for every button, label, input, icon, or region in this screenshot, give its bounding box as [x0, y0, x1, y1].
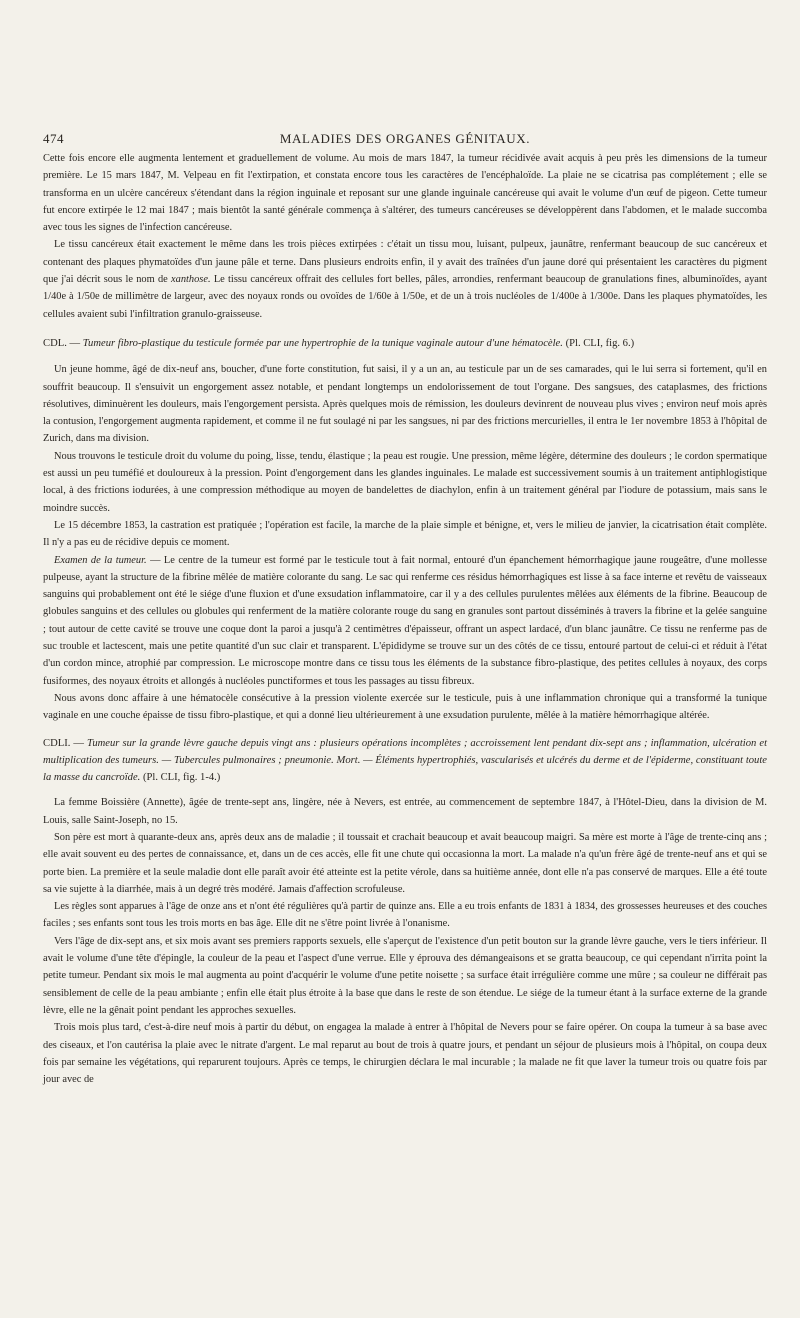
case-number: CDLI. — [43, 737, 84, 749]
running-title: MALADIES DES ORGANES GÉNITAUX. [279, 131, 531, 146]
paragraph-text: Le tissu cancéreux était exactement le même dans les trois pièces extirpées : c'était un tissu mou, luisant, pulpeux, jaunâtre, renfermant beaucoup de suc cancéreux et contenant des plaques phymatoïdes d'un jaune pâle et terne. Dans plusieurs endroits enfin, il y avait des traînées d'un jaune doré qui présentaient les caractères du pigment que j'ai décrit sous le nom de [43, 239, 767, 286]
paragraph-text: — Le centre de la tumeur est formé par le testicule tout à fait normal, entouré d'un épanchement hémorrhagique jaune rougeâtre, d'une mollesse pulpeuse, ayant la structure de la fibrine mêlée de matière colorante du sang. Le sac qui renferme ces résidus hémorrhagiques est lisse à sa face interne et revêtu de vaisseaux sanguins qui probablement ont été le siége d'une fluxion et d'une exsudation inflammatoire, car il y a des cellules purulentes mêlées aux éléments de la fibrine. Beaucoup de globules sanguins et des cellules ou globules qui renferment de la matière colorante rouge du sang en granules sont partout disséminés à travers la fibrine et la gelée sanguine ; tout autour de cette cavité se trouve une coque dont la paroi a jusqu'à 2 centimètres d'épaisseur, offrant un aspect lardacé, d'un blanc jaunâtre. Ce tissu ne renferme pas de suc trouble et lactescent, mais une petite quantité d'un suc clair et transparent. L'épididyme se trouve sur un des côtés de ce tissu, entouré partout de celui-ci et réduit à l'état d'un cordon mince, atrophié par compression. Le microscope montre dans ce tissu tous les éléments de la substance fibro-plastique, des petites cellules à noyaux, des corps fusiformes, des noyaux étroits et allongés à nucléoles punctiformes et tous les passages au tissu fibreux. [43, 554, 768, 687]
paragraph: Vers l'âge de dix-sept ans, et six mois avant ses premiers rapports sexuels, elle s'aperçut de l'existence d'un petit bouton sur la grande lèvre gauche, vers le tiers inférieur. Il avait le volume d'une tête d'épingle, la couleur de la peau et l'aspect d'une verrue. Elle y éprouva des démangeaisons et se gratta beaucoup, ce qui cependant n'irrita point la petite tumeur. Pendant six mois le mal augmenta au point d'acquérir le volume d'une petite noisette ; sa surface était irrégulière comme une mûre ; sa couleur ne différait pas sensiblement de celle de la peau ambiante ; enfin elle était plus étroite à la base que dans le reste de son étendue. Le siége de la tumeur étant à la surface externe de la grande lèvre, elle ne la gênait point pendant les approches sexuelles. [43, 935, 767, 1016]
paragraph [43, 236, 767, 322]
paragraph [43, 552, 767, 690]
paragraph: Son père est mort à quarante-deux ans, après deux ans de maladie ; il toussait et crachait beaucoup et avait beaucoup maigri. Sa mère est morte à l'âge de trente-cinq ans ; elle avait souvent eu des pertes de connaissance, et, dans un de ces accès, elle fit une chute qui occasionna la mort. La malade n'a qu'un frère âgé de trente-neuf ans et qui se porte bien. La première et la seule maladie dont elle paraît avoir été atteinte est la petite vérole, dans sa huitième année, dont elle n'a pas conservé de marques. Elle a été toute sa vie sujette à la diarrhée, mais à un degré très modéré. Jamais d'affection scrofuleuse. [43, 831, 767, 895]
paragraph: Nous trouvons le testicule droit du volume du poing, lisse, tendu, élastique ; la peau est rougie. Une pression, même légère, détermine des douleurs ; le cordon spermatique est aussi un peu tuméfié et douloureux à la pression. Point d'engorgement dans les glandes inguinales. Le malade est successivement soumis à un traitement antiphlogistique local, à des frictions iodurées, à une compression méthodique au moyen de bandelettes de diachylon, enfin à un traitement général par l'iodure de potassium, mais sans le moindre succès. [43, 450, 767, 514]
paragraph: Trois mois plus tard, c'est-à-dire neuf mois à partir du début, on engagea la malade à entrer à l'hôpital de Nevers pour se faire opérer. On coupa la tumeur à sa base avec des ciseaux, et l'on cautérisa la plaie avec le nitrate d'argent. Le mal reparut au bout de trois à quatre jours, et pendant un séjour de plusieurs mois à l'hôpital, on coupa deux fois par semaine les végétations, qui reparurent toujours. Après ce temps, le chirurgien déclara le mal incurable ; la malade ne fit que laver la tumeur trois ou quatre fois par jour avec de [43, 1022, 767, 1086]
page-header [43, 131, 767, 151]
section-label: Examen de la tumeur. [54, 554, 147, 566]
case-heading [43, 735, 767, 787]
plate-reference: (Pl. CLI, fig. 6.) [565, 337, 635, 349]
paragraph: Cette fois encore elle augmenta lentement et graduellement de volume. Au mois de mars 1847, la tumeur récidivée avait acquis à peu près les dimensions de la tumeur première. Le 15 mars 1847, M. Velpeau en fit l'extirpation, et constata encore tous les caractères de l'encéphaloïde. La plaie ne se cicatrisa pas complétement ; elle se transforma en un ulcère cancéreux s'étendant dans la région inguinale et reposant sur une glande inguinale cancéreuse qui avait le volume d'un œuf de pigeon. Cette tumeur fut encore extirpée le 12 mai 1847 ; mais bientôt la santé générale commença à s'altérer, des tumeurs cancéreuses se développèrent dans l'abdomen, et le malade succomba avec tous les signes de l'infection cancéreuse. [43, 153, 767, 234]
paragraph: La femme Boissière (Annette), âgée de trente-sept ans, lingère, née à Nevers, est entrée, au commencement de septembre 1847, à l'Hôtel-Dieu, dans la division de M. Louis, salle Saint-Joseph, no 15. [43, 797, 767, 826]
paragraph: Un jeune homme, âgé de dix-neuf ans, boucher, d'une forte constitution, fut saisi, il y a un an, au testicule par un de ses camarades, qui le lui serra si fortement, qu'il en souffrit beaucoup. Il s'ensuivit un engorgement assez notable, et pendant longtemps un endolorissement de tout l'organe. Des sangsues, des cataplasmes, des frictions résolutives, diminuèrent les douleurs, mais l'engorgement persista. Après quelques mois de rémission, les douleurs devinrent de nouveau plus vives ; environ neuf mois après la contusion, l'engorgement augmenta rapidement, et comme il ne fut soulagé ni par les sangsues, ni par des frictions mercurielles, il entra le 1er novembre 1853 à l'hôpital de Zurich, dans ma division. [43, 364, 767, 445]
case-title: Tumeur sur la grande lèvre gauche depuis vingt ans : plusieurs opérations incomplètes ; accroissement lent pendant dix-sept ans ; inflammation, ulcération et multiplication des tumeurs. — Tubercules pulmonaires ; pneumonie. Mort. — Éléments hypertrophiés, vascularisés et ulcérés du derme et de l'épiderme, constituant toute la masse du cancroïde. [43, 737, 768, 784]
case-number: CDL. — [43, 337, 81, 349]
paragraph: Nous avons donc affaire à une hématocèle consécutive à la pression violente exercée sur le testicule, puis à une inflammation chronique qui a transformé la tunique vaginale en une couche épaisse de tissu fibro-plastique, et qui a donné lieu ultérieurement à une exsudation purulente, mêlée à la matière hémorrhagique altérée. [43, 692, 767, 722]
emphasis-text: xanthose. [171, 274, 211, 286]
page-number: 474 [43, 131, 64, 146]
case-title: Tumeur fibro-plastique du testicule formée par une hypertrophie de la tunique vaginale autour d'une hématocèle. [82, 337, 563, 349]
page-body [43, 150, 767, 1088]
case-heading [43, 335, 767, 352]
paragraph: Le 15 décembre 1853, la castration est pratiquée ; l'opération est facile, la marche de la plaie simple et bénigne, et, vers le milieu de janvier, la cicatrisation était complète. Il n'y a pas eu de récidive depuis ce moment. [43, 519, 767, 549]
plate-reference: (Pl. CLI, fig. 1-4.) [142, 772, 221, 784]
paragraph-text: Le tissu cancéreux offrait des cellules fort belles, pâles, arrondies, renfermant beaucoup de granulations fines, albuminoïdes, ayant 1/40e à 1/50e de millimètre de largeur, avec des noyaux ronds ou ovoïdes de 1/60e à 1/50e, et de un à trois nucléoles de 1/400e à 1/300e. Dans les plaques phymatoïdes, les cellules avaient subi l'infiltration granulo-graisseuse. [43, 274, 767, 320]
paragraph: Les règles sont apparues à l'âge de onze ans et n'ont été régulières qu'à partir de quinze ans. Elle a eu trois enfants de 1831 à 1834, des grossesses heureuses et des couches faciles ; ses enfants sont tous les trois morts en bas âge. Elle dit ne s'être point livrée à l'onanisme. [43, 901, 767, 930]
